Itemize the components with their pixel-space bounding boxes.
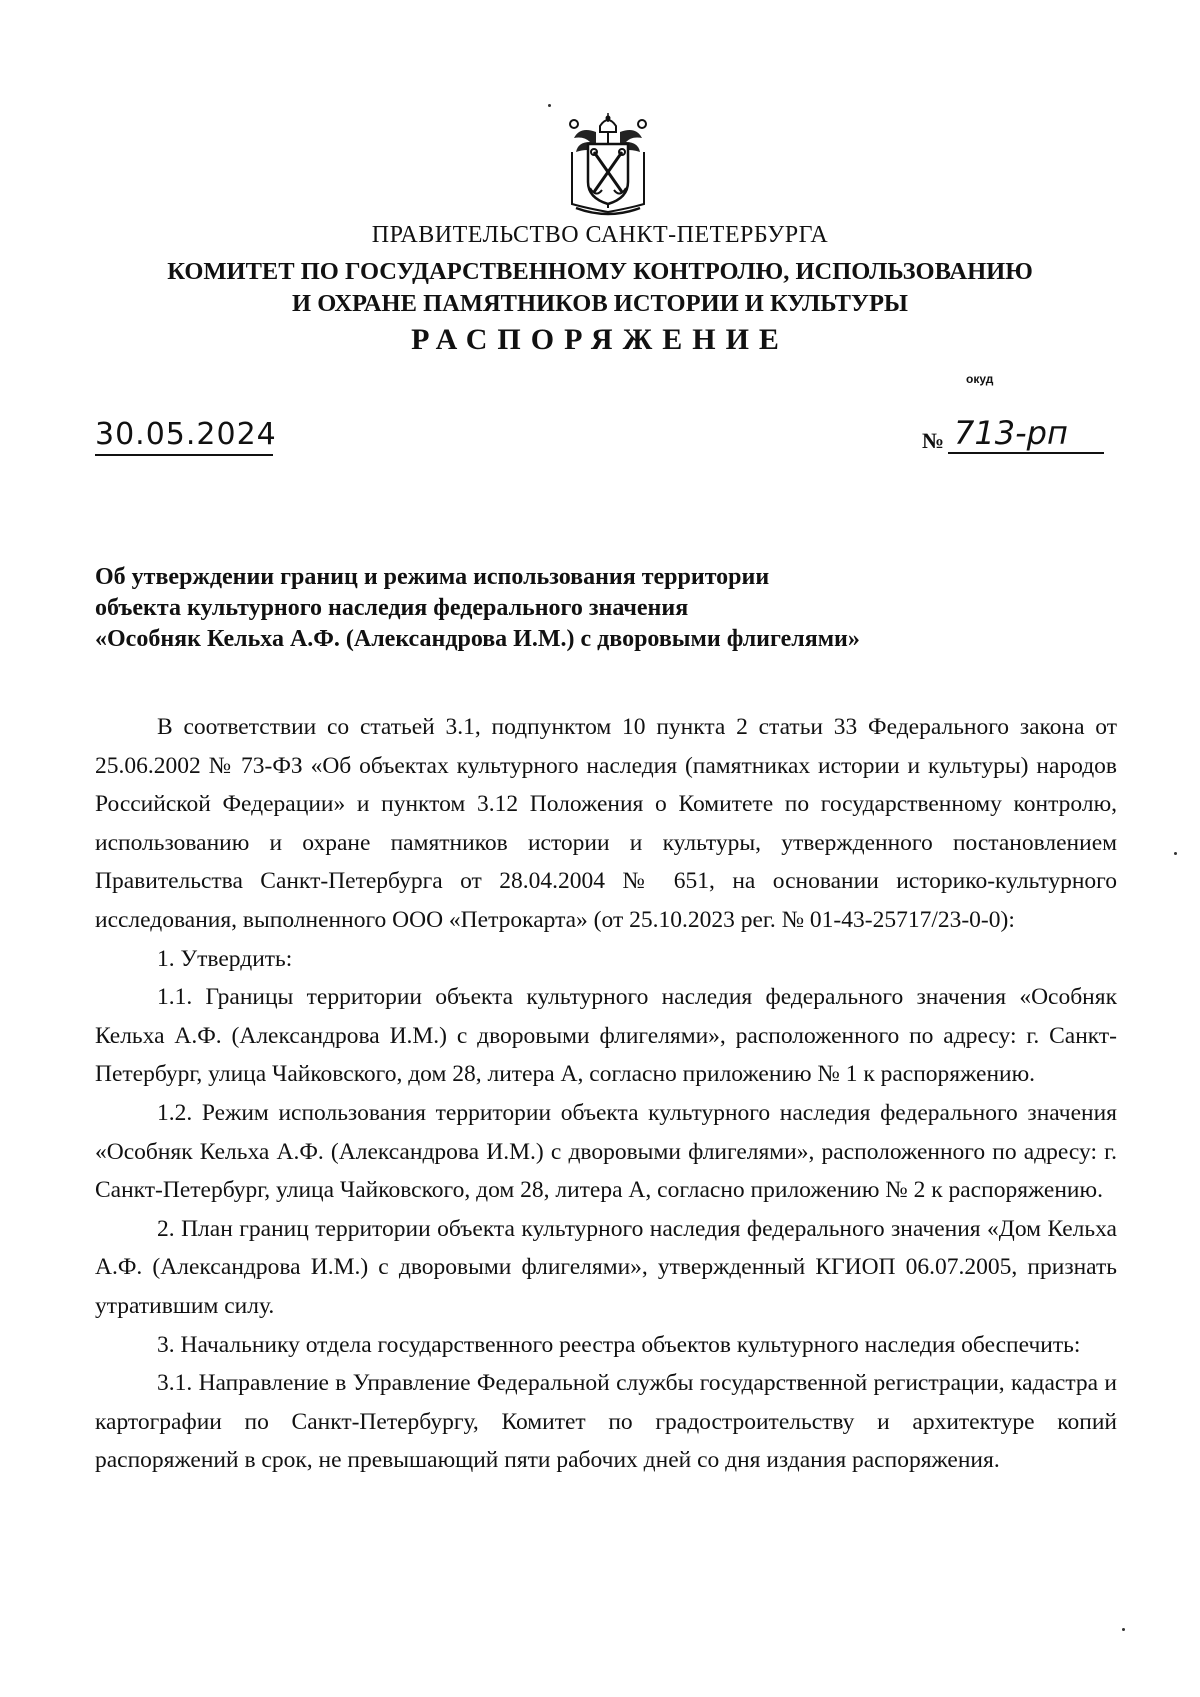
title-line-2: объекта культурного наследия федерального значения [95,595,689,621]
paragraph-item-2: 2. План границ территории объекта культурного наследия федерального значения «Дом Кельха А.Ф. (Александрова И.М.) с дворовыми флигелями», утвержденный КГИОП 06.07.2005, признать утратившим силу. [95,1215,1117,1319]
scan-speck [548,104,551,107]
paragraph-item-1: 1. Утвердить: [157,945,293,972]
paragraph-item-3: 3. Начальнику отдела государственного реестра объектов культурного наследия обеспечить: [157,1331,1081,1358]
government-name: ПРАВИТЕЛЬСТВО САНКТ-ПЕТЕРБУРГА [371,222,829,248]
paragraph-item-3-1: 3.1. Направление в Управление Федеральной службы государственной регистрации, кадастра и картографии по Санкт-Петербургу, Комитет по градостроительству и архитектуре копий распоряжений в срок, не превышающий пяти рабочих дней со дня издания распоряжения. [95,1370,1117,1474]
document-number: 713-рп [948,416,1104,454]
document-title [95,562,1095,655]
document-date: 30.05.2024 [95,418,273,456]
number-sign: № [922,428,945,453]
scan-speck [1174,852,1177,855]
okud-label: окуд [966,372,994,386]
title-line-3: «Особняк Кельха А.Ф. (Александрова И.М.) с дворовыми флигелями» [95,626,860,652]
scan-speck [1122,1628,1125,1631]
coat-of-arms-icon [566,112,650,218]
committee-name-line-2: И ОХРАНЕ ПАМЯТНИКОВ ИСТОРИИ И КУЛЬТУРЫ [292,290,908,317]
paragraph-preamble: В соответствии со статьей 3.1, подпунктом 10 пункта 2 статьи 33 Федерального закона от 25.06.2002 № 73-ФЗ «Об объектах культурного наследия (памятниках истории и культуры) народов Российской Федерации» и пунктом 3.12 Положения о Комитете по государственному контролю, использованию и охране памятников истории и культуры, утвержденного постановлением Правительства Санкт-Петербурга от 28.04.2004 № 651, на основании историко-культурного исследования, выполненного ООО «Петрокарта» (от 25.10.2023 рег. № 01-43-25717/23-0-0): [95,714,1117,933]
document-body [95,708,1117,1480]
committee-name-line-1: КОМИТЕТ ПО ГОСУДАРСТВЕННОМУ КОНТРОЛЮ, ИСПОЛЬЗОВАНИЮ [167,258,1033,285]
paragraph-item-1-2: 1.2. Режим использования территории объекта культурного наследия федерального значения «Особняк Кельха А.Ф. (Александрова И.М.) с дворовыми флигелями», расположенного по адресу: г. Санкт-Петербург, улица Чайковского, дом 28, литера А, согласно приложению № 2 к распоряжению. [95,1099,1117,1204]
document-type: РАСПОРЯЖЕНИЕ [411,323,789,356]
paragraph-item-1-1: 1.1. Границы территории объекта культурного наследия федерального значения «Особняк Кельха А.Ф. (Александрова И.М.) с дворовыми флигелями», расположенного по адресу: г. Санкт-Петербург, улица Чайковского, дом 28, литера А, согласно приложению № 1 к распоряжению. [95,984,1117,1088]
title-line-1: Об утверждении границ и режима использования территории [95,564,770,590]
